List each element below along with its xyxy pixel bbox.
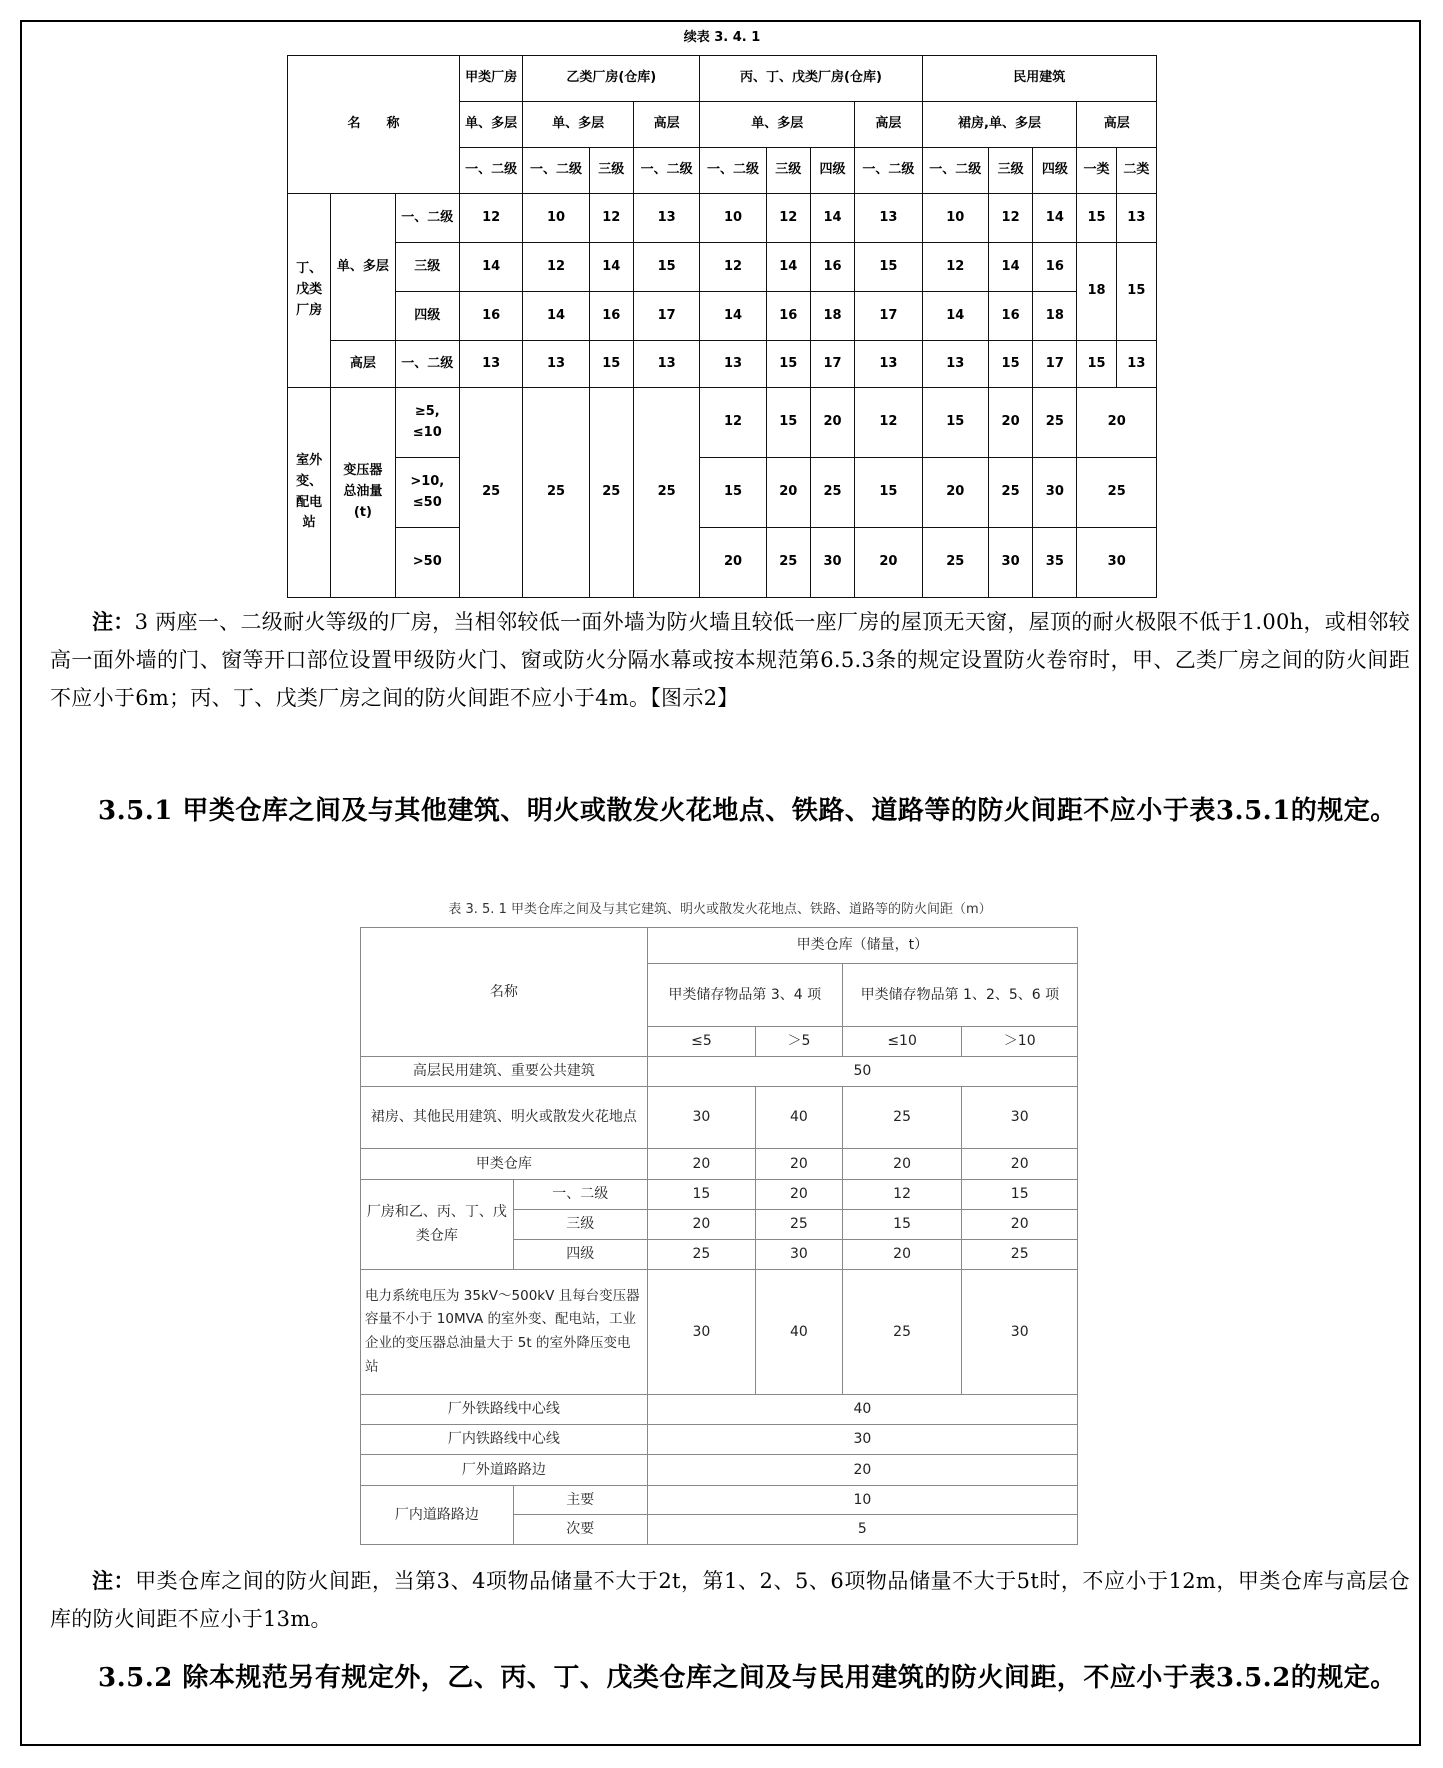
table-cell: 20 (842, 1239, 962, 1269)
grade-header: 一、二级 (523, 148, 589, 194)
header-bingdingwu: 丙、丁、戊类厂房(仓库) (700, 56, 922, 102)
table-cell: 12 (766, 194, 810, 243)
table-cell: 20 (962, 1149, 1078, 1179)
table-cell: 18 (810, 292, 854, 341)
table-cell: 15 (647, 1179, 755, 1209)
note-2-text: 甲类仓库之间的防火间距，当第3、4项物品储量不大于2t，第1、2、5、6项物品储量不大于5t时，不应小于12m，甲类仓库与高层仓库的防火间距不应小于13m。 (50, 1569, 1410, 1631)
row-grade: 四级 (513, 1239, 647, 1269)
header-jia-dan-duo: 单、多层 (459, 102, 522, 148)
table-cell: 13 (700, 341, 766, 388)
table-cell: 15 (766, 388, 810, 458)
row-range: >10, ≤50 (395, 458, 459, 528)
table-cell: 30 (647, 1087, 755, 1149)
table-cell: 20 (842, 1149, 962, 1179)
table-cell-merged: 25 (459, 388, 522, 598)
table-cell: 20 (647, 1149, 755, 1179)
row-grade: 一、二级 (395, 341, 459, 388)
table-cell: 40 (756, 1087, 843, 1149)
grade-header: 四级 (1033, 148, 1077, 194)
table-cell: 12 (988, 194, 1032, 243)
row-label: 厂外道路路边 (361, 1455, 648, 1485)
table-cell: 15 (855, 458, 922, 528)
table-cell: 13 (922, 341, 988, 388)
table-cell: 30 (962, 1087, 1078, 1149)
row-label: 厂内铁路线中心线 (361, 1425, 648, 1455)
table-cell: 20 (855, 528, 922, 598)
row-label: 厂外铁路线中心线 (361, 1394, 648, 1424)
header-gt5: ＞5 (756, 1026, 843, 1056)
table-cell: 12 (842, 1179, 962, 1209)
table-cell: 25 (842, 1087, 962, 1149)
table-cell: 14 (523, 292, 589, 341)
header-jia: 甲类厂房 (459, 56, 522, 102)
table-cell: 20 (962, 1209, 1078, 1239)
row-label: 高层民用建筑、重要公共建筑 (361, 1056, 648, 1086)
table-cell: 16 (1033, 243, 1077, 292)
header-le5: ≤5 (647, 1026, 755, 1056)
table-cell: 25 (842, 1270, 962, 1395)
row-label: 厂房和乙、丙、丁、戊类仓库 (361, 1179, 514, 1270)
table-cell: 14 (810, 194, 854, 243)
grade-header: 三级 (766, 148, 810, 194)
table-cell: 12 (589, 194, 633, 243)
table-cell: 15 (962, 1179, 1078, 1209)
table-cell: 25 (647, 1239, 755, 1269)
table-cell: 13 (633, 194, 699, 243)
table-cell: 5 (647, 1515, 1077, 1545)
row-grade: 一、二级 (395, 194, 459, 243)
table-cell: 35 (1033, 528, 1077, 598)
row-grade: 主要 (513, 1485, 647, 1515)
table-cell: 14 (589, 243, 633, 292)
table-cell: 20 (647, 1209, 755, 1239)
table-cell: 25 (766, 528, 810, 598)
grade-header: 三级 (589, 148, 633, 194)
header-items-1256: 甲类储存物品第 1、2、5、6 项 (842, 964, 1077, 1026)
table-cell: 16 (459, 292, 522, 341)
row-group-shiwai-biandianzhan: 室外变、配电站 (288, 388, 331, 598)
table-cell: 12 (700, 388, 766, 458)
note-2-label: 注： (92, 1568, 136, 1593)
clause-3-5-2: 3.5.2 除本规范另有规定外，乙、丙、丁、戊类仓库之间及与民用建筑的防火间距，不应小于表3.5.2的规定。 (98, 1663, 1397, 1693)
header-minyong: 民用建筑 (922, 56, 1156, 102)
table-cell: 14 (459, 243, 522, 292)
header-jia-cangku: 甲类仓库（储量，t） (647, 928, 1077, 964)
table-cell: 15 (988, 341, 1032, 388)
grade-header: 二类 (1116, 148, 1156, 194)
grade-header: 一、二级 (459, 148, 522, 194)
table-cell: 13 (1116, 341, 1156, 388)
header-name: 名称 (361, 928, 648, 1057)
clause-3-5-1: 3.5.1 甲类仓库之间及与其他建筑、明火或散发火花地点、铁路、道路等的防火间距不应小于表3.5.1的规定。 (98, 796, 1397, 826)
table-cell: 17 (633, 292, 699, 341)
row-label: 甲类仓库 (361, 1149, 648, 1179)
header-min-gaoceng: 高层 (1077, 102, 1157, 148)
note-2 (50, 1562, 1410, 1638)
table-cell: 30 (647, 1270, 755, 1395)
header-bing-dan-duo: 单、多层 (700, 102, 855, 148)
table-cell: 25 (962, 1239, 1078, 1269)
row-label: 电力系统电压为 35kV～500kV 且每台变压器容量不小于 10MVA 的室外变、配电站，工业企业的变压器总油量大于 5t 的室外降压变电站 (361, 1270, 648, 1395)
grade-header: 一、二级 (855, 148, 922, 194)
header-le10: ≤10 (842, 1026, 962, 1056)
note-1 (50, 603, 1410, 717)
table-cell: 15 (589, 341, 633, 388)
table-cell: 20 (700, 528, 766, 598)
note-1-label: 注： (92, 609, 135, 634)
table-cell: 30 (1077, 528, 1157, 598)
grade-header: 四级 (810, 148, 854, 194)
grade-header: 一、二级 (700, 148, 766, 194)
table-cell: 30 (1033, 458, 1077, 528)
row-grade: 一、二级 (513, 1179, 647, 1209)
row-subgroup-gaoceng: 高层 (331, 341, 395, 388)
note-1-text: 3 两座一、二级耐火等级的厂房，当相邻较低一面外墙为防火墙且较低一座厂房的屋顶无天窗，屋顶的耐火极限不低于1.00h，或相邻较高一面外墙的门、窗等开口部位设置甲级防火门、窗或防火分隔水幕或按本规范第6.5.3条的规定设置防火卷帘时，甲、乙类厂房之间的防火间距不应小于6m；丙、丁、戊类厂房之间的防火间距不应小于4m。【图示2】 (50, 610, 1410, 710)
table-cell: 10 (647, 1485, 1077, 1515)
table-cell: 17 (855, 292, 922, 341)
table-cell: 14 (1033, 194, 1077, 243)
table-cell: 20 (756, 1149, 843, 1179)
table-cell: 20 (922, 458, 988, 528)
table-cell-merged: 15 (1116, 243, 1156, 341)
row-label: 裙房、其他民用建筑、明火或散发火花地点 (361, 1087, 648, 1149)
table-cell: 10 (700, 194, 766, 243)
table-cell: 30 (810, 528, 854, 598)
table-cell: 13 (523, 341, 589, 388)
table-cell: 30 (647, 1425, 1077, 1455)
row-grade: 次要 (513, 1515, 647, 1545)
table-cell: 14 (922, 292, 988, 341)
table-cell: 16 (589, 292, 633, 341)
table-cell: 13 (459, 341, 522, 388)
header-items-3-4: 甲类储存物品第 3、4 项 (647, 964, 842, 1026)
table-cell: 25 (810, 458, 854, 528)
table-cell-merged: 25 (589, 388, 633, 598)
table-cell: 16 (988, 292, 1032, 341)
table-cell: 14 (766, 243, 810, 292)
table-cell: 15 (855, 243, 922, 292)
table-cell: 17 (1033, 341, 1077, 388)
table-cell: 15 (633, 243, 699, 292)
table-cell: 25 (1077, 458, 1157, 528)
table-cell: 20 (647, 1455, 1077, 1485)
table-cell: 16 (810, 243, 854, 292)
grade-header: 三级 (988, 148, 1032, 194)
table-cell: 15 (1077, 341, 1116, 388)
header-yi: 乙类厂房(仓库) (523, 56, 700, 102)
row-group-dingwu-changfang: 丁、戊类厂房 (288, 194, 331, 388)
grade-header: 一、二级 (922, 148, 988, 194)
table-cell: 50 (647, 1056, 1077, 1086)
table-cell: 10 (523, 194, 589, 243)
header-name: 名 称 (288, 56, 460, 194)
table-cell: 13 (1116, 194, 1156, 243)
row-grade: 三级 (513, 1209, 647, 1239)
table-cell: 20 (1077, 388, 1157, 458)
table-3-4-1-continued (287, 55, 1157, 598)
table-cell: 30 (962, 1270, 1078, 1395)
row-label: 厂内道路路边 (361, 1485, 514, 1545)
row-subgroup-youliang: 变压器总油量(t) (331, 388, 395, 598)
table-cell: 12 (523, 243, 589, 292)
table-cell: 18 (1033, 292, 1077, 341)
table-cell: 25 (756, 1209, 843, 1239)
row-range: >50 (395, 528, 459, 598)
table-cell: 20 (766, 458, 810, 528)
table-cell: 20 (810, 388, 854, 458)
header-qunfang: 裙房,单、多层 (922, 102, 1077, 148)
table-3-5-1 (360, 927, 1078, 1545)
table-cell: 15 (700, 458, 766, 528)
table-cell: 40 (647, 1394, 1077, 1424)
table-cell: 12 (700, 243, 766, 292)
table-cell: 40 (756, 1270, 843, 1395)
table-cell: 10 (922, 194, 988, 243)
header-yi-dan-duo: 单、多层 (523, 102, 634, 148)
table-cell: 13 (855, 194, 922, 243)
table-cell: 25 (988, 458, 1032, 528)
table-cell: 15 (766, 341, 810, 388)
row-range: ≥5, ≤10 (395, 388, 459, 458)
table-cell: 12 (459, 194, 522, 243)
row-grade: 四级 (395, 292, 459, 341)
table-cell: 25 (1033, 388, 1077, 458)
table-cell: 20 (988, 388, 1032, 458)
table-cell: 12 (922, 243, 988, 292)
header-yi-gaoceng: 高层 (633, 102, 699, 148)
table2-caption: 表 3. 5. 1 甲类仓库之间及与其它建筑、明火或散发火花地点、铁路、道路等的防火间距（m） (448, 902, 992, 917)
grade-header: 一类 (1077, 148, 1116, 194)
table-cell: 14 (988, 243, 1032, 292)
header-bing-gaoceng: 高层 (855, 102, 922, 148)
table-cell: 17 (810, 341, 854, 388)
table-cell: 14 (700, 292, 766, 341)
row-grade: 三级 (395, 243, 459, 292)
table-cell: 16 (766, 292, 810, 341)
table-cell: 30 (756, 1239, 843, 1269)
table1-caption: 续表 3. 4. 1 (683, 30, 761, 45)
header-gt10: ＞10 (962, 1026, 1078, 1056)
table-cell: 12 (855, 388, 922, 458)
table-cell: 25 (922, 528, 988, 598)
table-cell: 13 (855, 341, 922, 388)
table-cell-merged: 18 (1077, 243, 1116, 341)
table-cell-merged: 25 (633, 388, 699, 598)
table-cell: 15 (842, 1209, 962, 1239)
grade-header: 一、二级 (633, 148, 699, 194)
table-cell: 20 (756, 1179, 843, 1209)
table-cell: 15 (922, 388, 988, 458)
table-cell: 13 (633, 341, 699, 388)
table-cell: 15 (1077, 194, 1116, 243)
table-cell: 30 (988, 528, 1032, 598)
row-subgroup-dan-duo: 单、多层 (331, 194, 395, 341)
table-cell-merged: 25 (523, 388, 589, 598)
